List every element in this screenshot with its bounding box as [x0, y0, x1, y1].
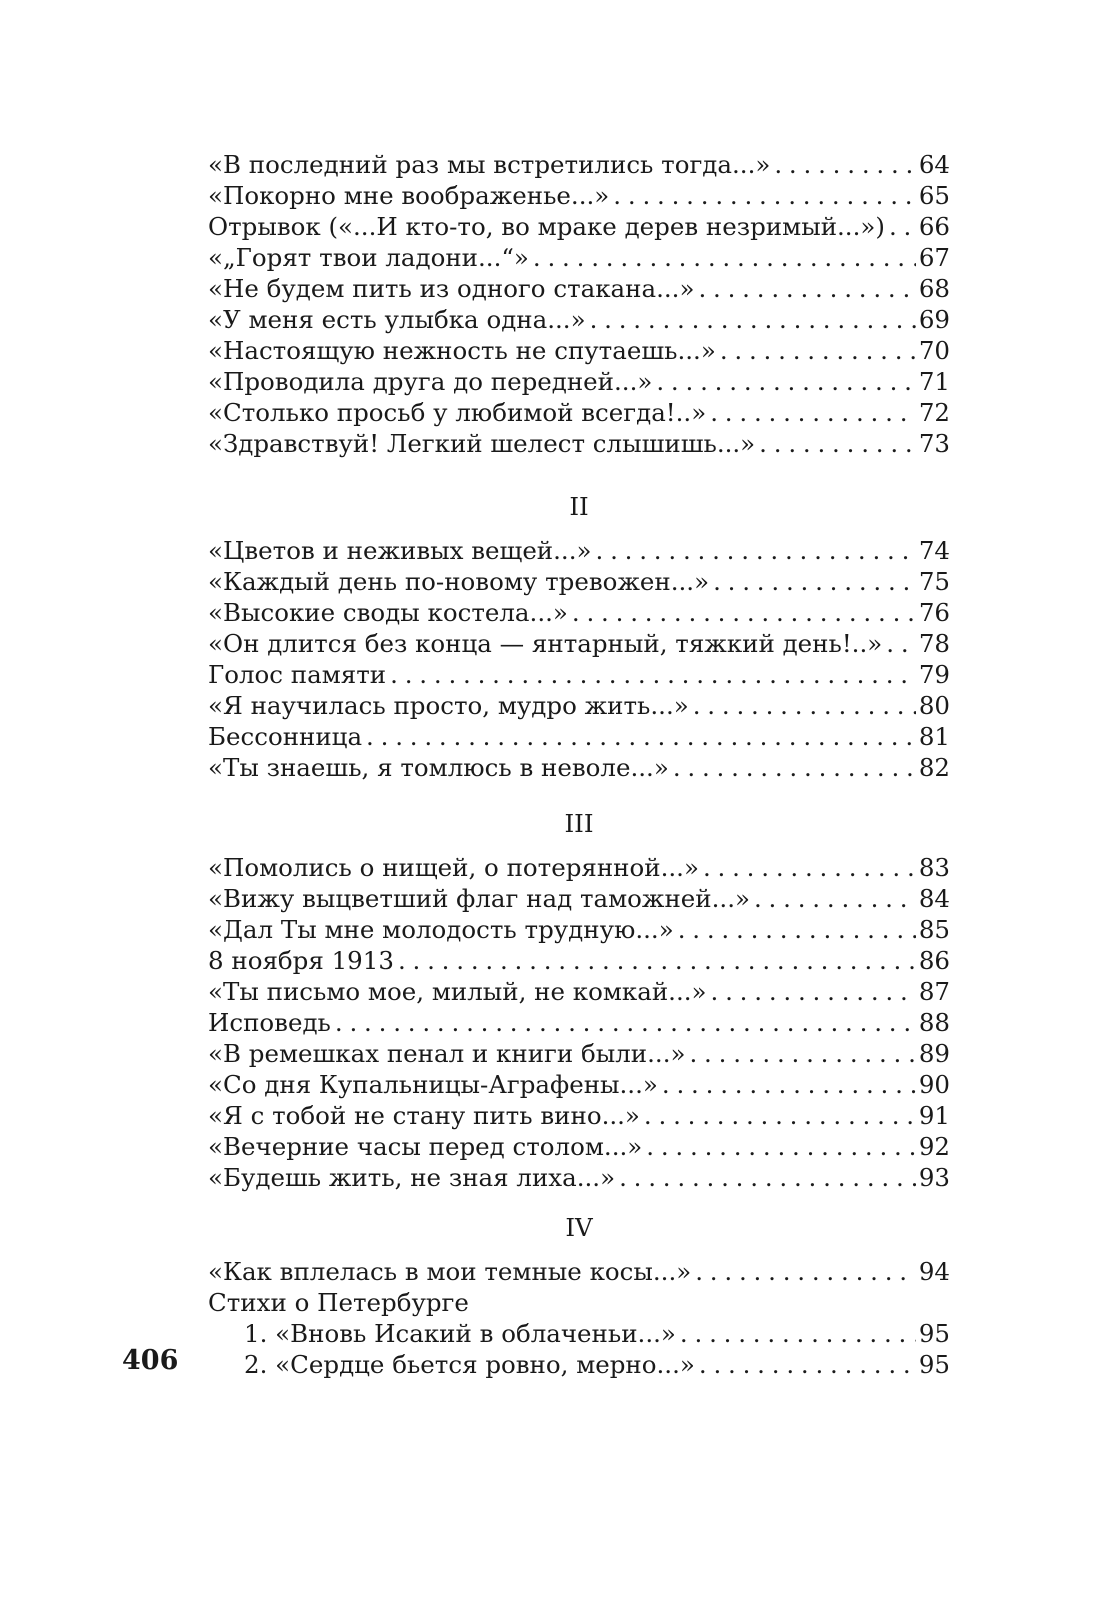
- toc-entry-title: «Как вплелась в мои темные косы...»: [208, 1257, 692, 1286]
- toc-entry-page: 82: [918, 753, 950, 782]
- dot-leader: [713, 566, 916, 597]
- toc-entry: [208, 752, 950, 783]
- toc-entry: [208, 597, 950, 628]
- toc-entry-title: «В последний раз мы встретились тогда...»: [208, 150, 771, 179]
- toc-entry-page: 88: [918, 1008, 950, 1037]
- dot-leader: [689, 1038, 915, 1069]
- toc-entry: [208, 945, 950, 976]
- dot-leader: [656, 366, 915, 397]
- toc-entry: [208, 242, 950, 273]
- toc-entry-page: 73: [918, 429, 950, 458]
- toc-entry: [208, 273, 950, 304]
- dot-leader: [711, 976, 916, 1007]
- toc-entry: [208, 535, 950, 566]
- toc-entry: [208, 566, 950, 597]
- section-heading: II: [569, 492, 589, 521]
- toc-entry-title: «Вижу выцветший флаг над таможней...»: [208, 884, 750, 913]
- dot-leader: [662, 1069, 916, 1100]
- toc-section-3: [208, 852, 950, 1193]
- toc-entry-page: 74: [918, 536, 950, 565]
- toc-entry-title: «Дал Ты мне молодость трудную...»: [208, 915, 674, 944]
- toc-entry-page: 80: [918, 691, 950, 720]
- toc-entry: [208, 1100, 950, 1131]
- toc-entry: [208, 397, 950, 428]
- toc-entry-page: 67: [918, 243, 950, 272]
- toc-entry-title: «В ремешках пенал и книги были...»: [208, 1039, 686, 1068]
- toc-entry-page: 94: [918, 1257, 950, 1286]
- dot-leader: [889, 211, 916, 242]
- toc-entry-page: 64: [918, 150, 950, 179]
- toc-entry: [208, 1069, 950, 1100]
- toc-entry-title: «Я научилась просто, мудро жить...»: [208, 691, 689, 720]
- dot-leader: [335, 1007, 916, 1038]
- toc-entry: [208, 1318, 950, 1349]
- dot-leader: [619, 1162, 916, 1193]
- toc-entry-page: 85: [918, 915, 950, 944]
- dot-leader: [590, 304, 916, 335]
- toc-entry-title: «Высокие своды костела...»: [208, 598, 568, 627]
- toc-entry-title: Стихи о Петербурге: [208, 1288, 469, 1317]
- toc-entry-title: Бессонница: [208, 722, 363, 751]
- toc-entry-page: 92: [918, 1132, 950, 1161]
- toc-entry-page: 72: [918, 398, 950, 427]
- toc-entry-title: Голос памяти: [208, 660, 387, 689]
- toc-entry-title: «Каждый день по-новому тревожен...»: [208, 567, 710, 596]
- page-number: 406: [122, 1345, 179, 1376]
- toc-entry-page: 90: [918, 1070, 950, 1099]
- toc-entry: [208, 149, 950, 180]
- toc-entry-title: «Настоящую нежность не спутаешь...»: [208, 336, 716, 365]
- dot-leader: [533, 242, 916, 273]
- toc-entry-page: 68: [918, 274, 950, 303]
- toc-entry-title: «Покорно мне воображенье...»: [208, 181, 610, 210]
- dot-leader: [699, 1349, 916, 1380]
- toc-entry-page: 95: [918, 1350, 950, 1379]
- dot-leader: [703, 852, 916, 883]
- toc-entry-page: 89: [918, 1039, 950, 1068]
- dot-leader: [754, 883, 916, 914]
- dot-leader: [613, 180, 916, 211]
- toc-entry: [208, 428, 950, 459]
- toc-entry: [208, 883, 950, 914]
- toc-entry: [208, 976, 950, 1007]
- toc-entry: [208, 721, 950, 752]
- dot-leader: [680, 1318, 916, 1349]
- toc-entry: [208, 211, 950, 242]
- toc-entry-page: 93: [918, 1163, 950, 1192]
- toc-section-2: [208, 535, 950, 783]
- toc-entry-page: 69: [918, 305, 950, 334]
- toc-entry-page: 86: [918, 946, 950, 975]
- toc-entry-title: 1. «Вновь Исакий в облаченьи...»: [244, 1319, 676, 1348]
- toc-entry: [208, 659, 950, 690]
- toc-entry-title: «Со дня Купальницы-Аграфены...»: [208, 1070, 658, 1099]
- toc-entry-title: «„Горят твои ладони...“»: [208, 243, 529, 272]
- toc-entry-title: «Я с тобой не стану пить вино...»: [208, 1101, 640, 1130]
- toc-entry-title: «Будешь жить, не зная лиха...»: [208, 1163, 616, 1192]
- toc-entry: [208, 1349, 950, 1380]
- toc-entry-title: 8 ноября 1913: [208, 946, 394, 975]
- dot-leader: [596, 535, 916, 566]
- toc-entry: [208, 1131, 950, 1162]
- toc-entry: [208, 335, 950, 366]
- dot-leader: [774, 149, 915, 180]
- toc-entry: [208, 852, 950, 883]
- dot-leader: [673, 752, 916, 783]
- toc-entry-title: «Ты письмо мое, милый, не комкай...»: [208, 977, 707, 1006]
- dot-leader: [398, 945, 916, 976]
- toc-entry-title: «У меня есть улыбка одна...»: [208, 305, 586, 334]
- toc-entry: [208, 366, 950, 397]
- toc-section-4: [208, 1256, 950, 1380]
- dot-leader: [693, 690, 916, 721]
- toc-entry-title: Отрывок («...И кто-то, во мраке дерев незримый...»): [208, 212, 885, 241]
- toc-entry-page: 91: [918, 1101, 950, 1130]
- toc-entry: [208, 1038, 950, 1069]
- toc-entry-title: «Помолись о нищей, о потерянной...»: [208, 853, 699, 882]
- toc-entry: [208, 1256, 950, 1287]
- toc-group-title: [208, 1287, 950, 1318]
- toc-entry-title: «Здравствуй! Легкий шелест слышишь...»: [208, 429, 756, 458]
- toc-entry: [208, 1007, 950, 1038]
- toc-entry-title: «Он длится без конца — янтарный, тяжкий день!..»: [208, 629, 883, 658]
- dot-leader: [646, 1131, 916, 1162]
- toc-entry: [208, 628, 950, 659]
- dot-leader: [886, 628, 916, 659]
- toc-entry-page: 87: [918, 977, 950, 1006]
- toc-entry-title: «Вечерние часы перед столом...»: [208, 1132, 643, 1161]
- dot-leader: [720, 335, 916, 366]
- toc-entry-page: 95: [918, 1319, 950, 1348]
- toc-entry-title: «Проводила друга до передней...»: [208, 367, 653, 396]
- toc-entry-page: 70: [918, 336, 950, 365]
- toc-entry: [208, 180, 950, 211]
- toc-entry-page: 81: [918, 722, 950, 751]
- toc-entry-title: «Цветов и неживых вещей...»: [208, 536, 592, 565]
- toc-entry-title: «Столько просьб у любимой всегда!..»: [208, 398, 707, 427]
- toc-entry: [208, 304, 950, 335]
- section-heading: III: [564, 809, 594, 838]
- dot-leader: [572, 597, 916, 628]
- dot-leader: [390, 659, 916, 690]
- toc-entry-page: 65: [918, 181, 950, 210]
- toc-entry-page: 76: [918, 598, 950, 627]
- toc-entry-title: 2. «Сердце бьется ровно, мерно...»: [244, 1350, 695, 1379]
- toc-entry: [208, 914, 950, 945]
- toc-entry-page: 79: [918, 660, 950, 689]
- toc-entry: [208, 1162, 950, 1193]
- toc-entry-page: 83: [918, 853, 950, 882]
- dot-leader: [366, 721, 916, 752]
- section-heading: IV: [565, 1213, 593, 1242]
- toc-entry-title: Исповедь: [208, 1008, 331, 1037]
- toc-entry-title: «Не будем пить из одного стакана...»: [208, 274, 695, 303]
- toc-section-1: [208, 149, 950, 459]
- toc-entry-title: «Ты знаешь, я томлюсь в неволе...»: [208, 753, 669, 782]
- toc-entry-page: 75: [918, 567, 950, 596]
- toc-entry-page: 78: [918, 629, 950, 658]
- dot-leader: [678, 914, 916, 945]
- toc-entry-page: 66: [918, 212, 950, 241]
- dot-leader: [759, 428, 916, 459]
- dot-leader: [710, 397, 916, 428]
- toc-entry-page: 71: [918, 367, 950, 396]
- dot-leader: [695, 1256, 916, 1287]
- toc-entry-page: 84: [918, 884, 950, 913]
- toc-entry: [208, 690, 950, 721]
- dot-leader: [644, 1100, 916, 1131]
- dot-leader: [698, 273, 915, 304]
